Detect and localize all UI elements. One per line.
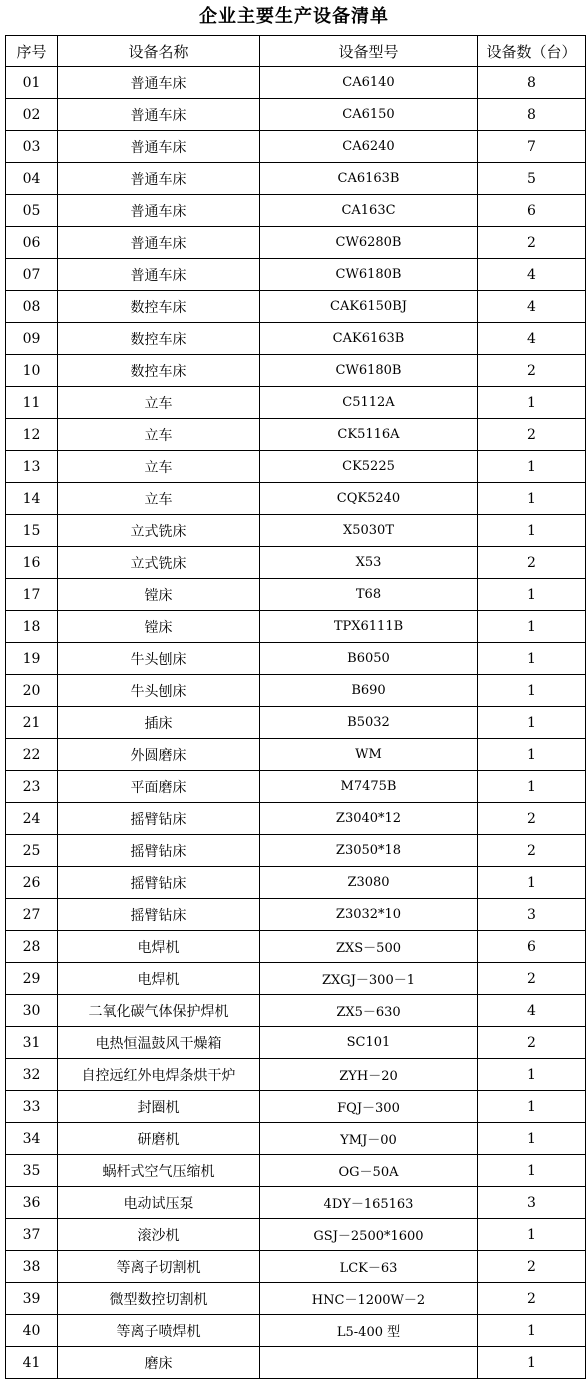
table-row [6,899,586,931]
cell-equipment-count: 1 [478,451,586,483]
cell-equipment-model: ZX5－630 [260,995,478,1027]
table-row [6,867,586,899]
cell-serial: 04 [6,163,58,195]
cell-equipment-count: 4 [478,323,586,355]
cell-serial: 07 [6,259,58,291]
cell-equipment-count: 4 [478,995,586,1027]
cell-equipment-name: 普通车床 [58,195,260,227]
cell-serial: 24 [6,803,58,835]
cell-equipment-model: SC101 [260,1027,478,1059]
table-row [6,1347,586,1379]
cell-equipment-name: 电动试压泵 [58,1187,260,1219]
cell-serial: 40 [6,1315,58,1347]
table-row [6,131,586,163]
table-row [6,323,586,355]
table-row [6,547,586,579]
cell-equipment-count: 2 [478,835,586,867]
table-row [6,1123,586,1155]
cell-serial: 18 [6,611,58,643]
cell-equipment-name: 自控远红外电焊条烘干炉 [58,1059,260,1091]
cell-equipment-count: 1 [478,771,586,803]
cell-equipment-count: 1 [478,515,586,547]
table-body [6,67,586,1379]
cell-equipment-model: T68 [260,579,478,611]
cell-equipment-count: 8 [478,67,586,99]
cell-equipment-name: 镗床 [58,579,260,611]
cell-equipment-model: CW6180B [260,259,478,291]
table-row [6,643,586,675]
cell-equipment-count: 1 [478,707,586,739]
cell-serial: 37 [6,1219,58,1251]
cell-equipment-count: 1 [478,579,586,611]
table-row [6,1251,586,1283]
cell-equipment-count: 1 [478,1091,586,1123]
cell-equipment-name: 电热恒温鼓风干燥箱 [58,1027,260,1059]
cell-equipment-name: 普通车床 [58,131,260,163]
cell-equipment-count: 2 [478,355,586,387]
cell-equipment-model: CA6150 [260,99,478,131]
cell-equipment-model: C5112A [260,387,478,419]
cell-equipment-name: 插床 [58,707,260,739]
cell-equipment-name: 等离子切割机 [58,1251,260,1283]
table-row [6,1315,586,1347]
cell-equipment-name: 立车 [58,483,260,515]
cell-equipment-count: 2 [478,1283,586,1315]
cell-equipment-model: CA6240 [260,131,478,163]
cell-equipment-count: 5 [478,163,586,195]
table-row [6,771,586,803]
cell-equipment-count: 1 [478,1315,586,1347]
table-row [6,1283,586,1315]
cell-equipment-name: 磨床 [58,1347,260,1379]
cell-equipment-name: 普通车床 [58,67,260,99]
cell-equipment-name: 立车 [58,419,260,451]
cell-serial: 22 [6,739,58,771]
cell-equipment-count: 1 [478,1123,586,1155]
table-row [6,515,586,547]
table-row [6,739,586,771]
cell-equipment-count: 1 [478,739,586,771]
cell-equipment-count: 2 [478,803,586,835]
cell-serial: 11 [6,387,58,419]
cell-equipment-model: X5030T [260,515,478,547]
cell-equipment-model: CK5225 [260,451,478,483]
cell-equipment-count: 8 [478,99,586,131]
cell-equipment-count: 1 [478,483,586,515]
cell-serial: 39 [6,1283,58,1315]
cell-serial: 06 [6,227,58,259]
cell-equipment-count: 1 [478,1219,586,1251]
cell-serial: 34 [6,1123,58,1155]
cell-equipment-name: 封圈机 [58,1091,260,1123]
table-row [6,995,586,1027]
table-row [6,675,586,707]
cell-equipment-model: CAK6150BJ [260,291,478,323]
cell-equipment-count: 4 [478,259,586,291]
cell-serial: 15 [6,515,58,547]
cell-equipment-count: 3 [478,1187,586,1219]
cell-equipment-name: 立式铣床 [58,515,260,547]
cell-equipment-name: 等离子喷焊机 [58,1315,260,1347]
cell-equipment-name: 数控车床 [58,323,260,355]
cell-equipment-count: 1 [478,643,586,675]
cell-equipment-model: FQJ－300 [260,1091,478,1123]
cell-equipment-count: 1 [478,867,586,899]
cell-equipment-count: 6 [478,931,586,963]
cell-serial: 12 [6,419,58,451]
table-row [6,163,586,195]
cell-equipment-name: 电焊机 [58,963,260,995]
cell-equipment-count: 2 [478,963,586,995]
cell-equipment-model: L5-400 型 [260,1315,478,1347]
cell-serial: 14 [6,483,58,515]
cell-equipment-model: CK5116A [260,419,478,451]
cell-serial: 08 [6,291,58,323]
cell-serial: 03 [6,131,58,163]
cell-equipment-name: 电焊机 [58,931,260,963]
cell-equipment-model: TPX6111B [260,611,478,643]
cell-serial: 27 [6,899,58,931]
cell-serial: 13 [6,451,58,483]
table-row [6,67,586,99]
cell-equipment-model: CA6140 [260,67,478,99]
table-row [6,579,586,611]
table-row [6,707,586,739]
cell-equipment-name: 平面磨床 [58,771,260,803]
cell-equipment-name: 牛头刨床 [58,675,260,707]
cell-equipment-name: 牛头刨床 [58,643,260,675]
table-row [6,1059,586,1091]
cell-serial: 38 [6,1251,58,1283]
cell-equipment-name: 普通车床 [58,99,260,131]
cell-equipment-model: ZXGJ－300－1 [260,963,478,995]
cell-equipment-count: 2 [478,227,586,259]
cell-equipment-count: 2 [478,1027,586,1059]
cell-serial: 10 [6,355,58,387]
table-row [6,195,586,227]
cell-equipment-name: 普通车床 [58,259,260,291]
table-row [6,227,586,259]
cell-equipment-name: 立车 [58,451,260,483]
document-title: 企业主要生产设备清单 [199,6,389,27]
cell-equipment-count: 1 [478,611,586,643]
cell-equipment-model: CW6180B [260,355,478,387]
cell-equipment-count: 1 [478,1155,586,1187]
cell-serial: 26 [6,867,58,899]
table-row [6,931,586,963]
cell-equipment-name: 摇臂钻床 [58,835,260,867]
cell-equipment-model: WM [260,739,478,771]
cell-equipment-model: Z3080 [260,867,478,899]
cell-equipment-name: 立式铣床 [58,547,260,579]
table-row [6,99,586,131]
cell-serial: 31 [6,1027,58,1059]
cell-equipment-model: 4DY－165163 [260,1187,478,1219]
cell-equipment-name: 镗床 [58,611,260,643]
cell-equipment-model: B5032 [260,707,478,739]
cell-equipment-model: M7475B [260,771,478,803]
cell-serial: 09 [6,323,58,355]
cell-equipment-name: 微型数控切割机 [58,1283,260,1315]
cell-equipment-name: 普通车床 [58,163,260,195]
cell-equipment-model: B6050 [260,643,478,675]
cell-equipment-model: OG－50A [260,1155,478,1187]
cell-serial: 33 [6,1091,58,1123]
table-row [6,1187,586,1219]
table-row [6,963,586,995]
table-row [6,259,586,291]
cell-equipment-model: CAK6163B [260,323,478,355]
cell-equipment-name: 摇臂钻床 [58,803,260,835]
cell-equipment-name: 摇臂钻床 [58,867,260,899]
cell-equipment-model: ZYH－20 [260,1059,478,1091]
table-row [6,1155,586,1187]
cell-serial: 23 [6,771,58,803]
cell-equipment-name: 研磨机 [58,1123,260,1155]
cell-equipment-name: 数控车床 [58,291,260,323]
cell-equipment-model: CA163C [260,195,478,227]
cell-equipment-model: LCK－63 [260,1251,478,1283]
cell-equipment-model: CA6163B [260,163,478,195]
cell-serial: 02 [6,99,58,131]
cell-serial: 41 [6,1347,58,1379]
cell-serial: 28 [6,931,58,963]
cell-equipment-model [260,1347,478,1379]
table-row [6,1219,586,1251]
cell-equipment-count: 7 [478,131,586,163]
cell-serial: 21 [6,707,58,739]
cell-equipment-model: Z3032*10 [260,899,478,931]
cell-equipment-model: CQK5240 [260,483,478,515]
table-row [6,419,586,451]
cell-serial: 25 [6,835,58,867]
header-equipment-name: 设备名称 [58,36,260,67]
cell-equipment-name: 蜗杆式空气压缩机 [58,1155,260,1187]
cell-serial: 19 [6,643,58,675]
cell-equipment-count: 1 [478,675,586,707]
cell-serial: 35 [6,1155,58,1187]
cell-equipment-count: 1 [478,1347,586,1379]
cell-serial: 29 [6,963,58,995]
table-row [6,483,586,515]
cell-equipment-count: 2 [478,419,586,451]
cell-equipment-count: 4 [478,291,586,323]
table-row [6,803,586,835]
table-row [6,355,586,387]
cell-equipment-count: 2 [478,547,586,579]
header-equipment-model: 设备型号 [260,36,478,67]
cell-equipment-name: 摇臂钻床 [58,899,260,931]
cell-equipment-model: ZXS－500 [260,931,478,963]
table-row [6,451,586,483]
equipment-table [5,35,586,1379]
cell-serial: 30 [6,995,58,1027]
cell-serial: 20 [6,675,58,707]
cell-equipment-model: X53 [260,547,478,579]
cell-equipment-model: YMJ－00 [260,1123,478,1155]
cell-equipment-model: HNC－1200W－2 [260,1283,478,1315]
cell-equipment-model: CW6280B [260,227,478,259]
cell-equipment-model: Z3050*18 [260,835,478,867]
cell-equipment-name: 立车 [58,387,260,419]
cell-equipment-count: 6 [478,195,586,227]
header-serial: 序号 [6,36,58,67]
cell-equipment-name: 外圆磨床 [58,739,260,771]
cell-serial: 05 [6,195,58,227]
cell-serial: 17 [6,579,58,611]
cell-equipment-count: 1 [478,387,586,419]
table-row [6,291,586,323]
header-equipment-count: 设备数（台） [478,36,586,67]
cell-equipment-count: 3 [478,899,586,931]
table-row [6,1027,586,1059]
cell-equipment-model: B690 [260,675,478,707]
cell-equipment-count: 1 [478,1059,586,1091]
cell-serial: 01 [6,67,58,99]
cell-equipment-name: 普通车床 [58,227,260,259]
cell-equipment-name: 数控车床 [58,355,260,387]
cell-serial: 16 [6,547,58,579]
cell-equipment-model: Z3040*12 [260,803,478,835]
table-row [6,387,586,419]
cell-equipment-name: 二氧化碳气体保护焊机 [58,995,260,1027]
cell-serial: 32 [6,1059,58,1091]
table-header-row [6,36,586,67]
table-row [6,1091,586,1123]
cell-serial: 36 [6,1187,58,1219]
cell-equipment-model: GSJ－2500*1600 [260,1219,478,1251]
cell-equipment-count: 2 [478,1251,586,1283]
table-row [6,611,586,643]
cell-equipment-name: 滚沙机 [58,1219,260,1251]
table-row [6,835,586,867]
